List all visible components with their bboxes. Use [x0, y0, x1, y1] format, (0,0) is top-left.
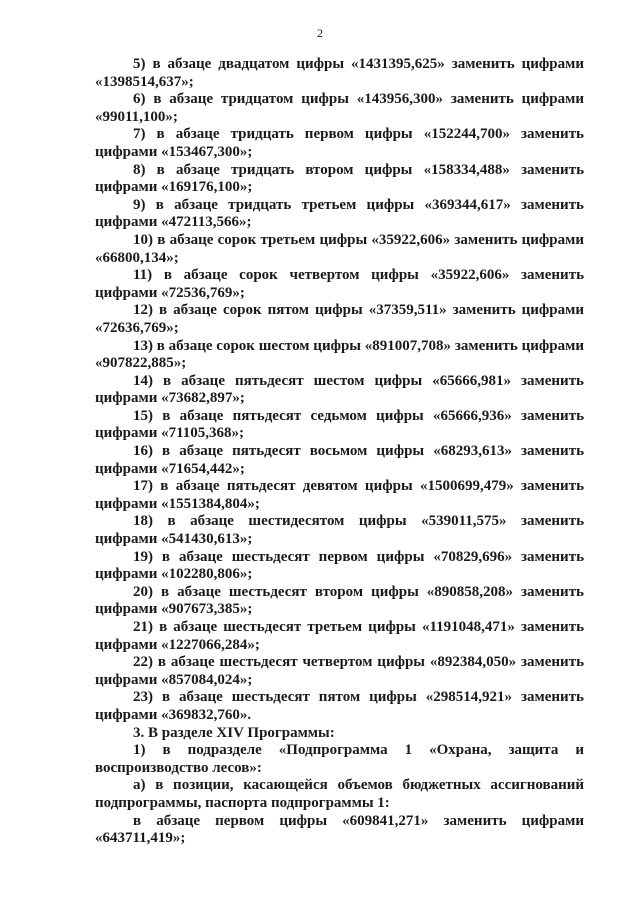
paragraph-item-16: 16) в абзаце пятьдесят восьмом цифры «68293,613» заменить цифрами «71654,442»;	[95, 443, 584, 477]
paragraph-item-22: 22) в абзаце шестьдесят четвертом цифры «892384,050» заменить цифрами «857084,024»;	[95, 654, 584, 688]
document-body	[95, 56, 584, 848]
paragraph-item-21: 21) в абзаце шестьдесят третьем цифры «1191048,471» заменить цифрами «1227066,284»;	[95, 619, 584, 653]
subsection-item-1: 1) в подразделе «Подпрограмма 1 «Охрана, защита и воспроизводство лесов»:	[95, 742, 584, 776]
paragraph-item-14: 14) в абзаце пятьдесят шестом цифры «65666,981» заменить цифрами «73682,897»;	[95, 372, 584, 407]
paragraph-item-7: 7) в абзаце тридцать первом цифры «152244,700» заменить цифрами «153467,300»;	[95, 126, 584, 160]
paragraph-item-8: 8) в абзаце тридцать втором цифры «158334,488» заменить цифрами «169176,100»;	[95, 161, 584, 196]
paragraph-item-20: 20) в абзаце шестьдесят втором цифры «890858,208» заменить цифрами «907673,385»;	[95, 583, 584, 618]
paragraph-item-10: 10) в абзаце сорок третьем цифры «35922,606» заменить цифрами «66800,134»;	[95, 231, 584, 266]
paragraph-item-18: 18) в абзаце шестидесятом цифры «539011,575» заменить цифрами «541430,613»;	[95, 513, 584, 548]
section-heading: 3. В разделе XIV Программы:	[133, 724, 335, 741]
paragraph-item-12: 12) в абзаце сорок пятом цифры «37359,511» заменить цифрами «72636,769»;	[95, 302, 584, 336]
paragraph-first-abzac: в абзаце первом цифры «609841,271» заменить цифрами «643711,419»;	[95, 812, 584, 847]
paragraph-item-13: 13) в абзаце сорок шестом цифры «891007,708» заменить цифрами «907822,885»;	[95, 337, 584, 372]
paragraph-item-11: 11) в абзаце сорок четвертом цифры «35922,606» заменить цифрами «72536,769»;	[95, 267, 584, 301]
subsection-item-a: а) в позиции, касающейся объемов бюджетных ассигнований подпрограммы, паспорта подпрограммы 1:	[95, 777, 584, 811]
paragraph-item-23: 23) в абзаце шестьдесят пятом цифры «298514,921» заменить цифрами «369832,760».	[95, 689, 584, 723]
paragraph-item-5: 5) в абзаце двадцатом цифры «1431395,625» заменить цифрами «1398514,637»;	[95, 56, 584, 90]
paragraph-item-15: 15) в абзаце пятьдесят седьмом цифры «65666,936» заменить цифрами «71105,368»;	[95, 407, 584, 442]
paragraph-item-19: 19) в абзаце шестьдесят первом цифры «70829,696» заменить цифрами «102280,806»;	[95, 548, 584, 583]
paragraph-item-17: 17) в абзаце пятьдесят девятом цифры «1500699,479» заменить цифрами «1551384,804»;	[95, 478, 584, 512]
page-number: 2	[317, 26, 323, 40]
paragraph-item-9: 9) в абзаце тридцать третьем цифры «369344,617» заменить цифрами «472113,566»;	[95, 196, 584, 231]
paragraph-item-6: 6) в абзаце тридцатом цифры «143956,300» заменить цифрами «99011,100»;	[95, 91, 584, 125]
